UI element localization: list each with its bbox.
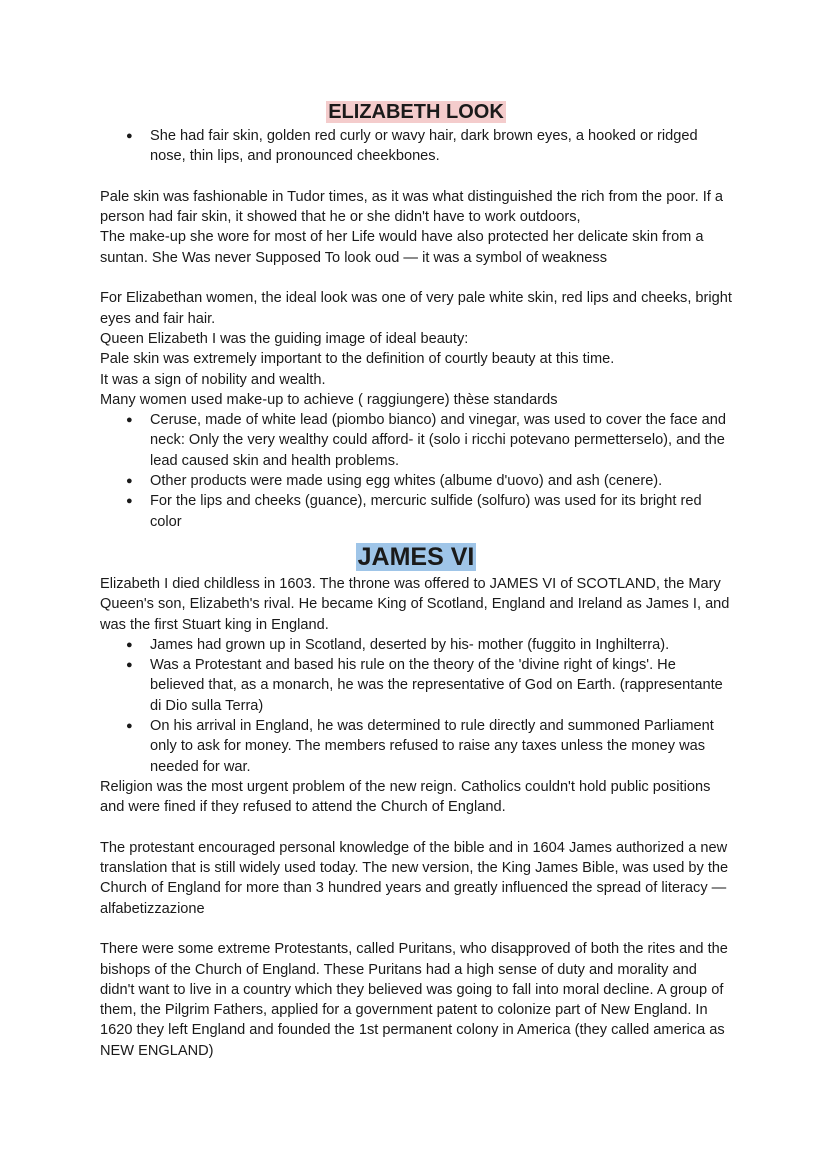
- list-item: ● On his arrival in England, he was determined to rule directly and summoned Parliament only to ask for money. The members refused to raise any taxes unless the money was needed for war.: [150, 716, 732, 777]
- elizabeth-features-list: [100, 126, 732, 167]
- paragraph-james-intro: Elizabeth I died childless in 1603. The throne was offered to JAMES VI of SCOTLAND, the Mary Queen's son, Elizabeth's rival. He became King of Scotland, England and Ireland as James I, and was the first Stuart king in England.: [100, 575, 730, 633]
- heading-james-highlight: JAMES VI: [357, 542, 475, 571]
- document-content: [100, 98, 732, 1061]
- heading-elizabeth-look: [100, 98, 732, 126]
- spacer: [100, 818, 732, 838]
- spacer: [100, 268, 732, 288]
- paragraph-puritans: There were some extreme Protestants, called Puritans, who disapproved of both the rites and the bishops of the Church of England. These Puritans had a high sense of duty and morality and didn't want to live in a country which they believed was going to fall into moral decline. A group of them, the Pilgrim Fathers, applied for a government patent to colonize part of New England. In 1620 they left England and founded the 1st permanent colony in America (they called america as NEW ENGLAND): [100, 941, 728, 1059]
- paragraph-religion: Religion was the most urgent problem of the new reign. Catholics couldn't hold public positions and were fined if they refused to attend the Church of England.: [100, 778, 711, 816]
- list-item: ● James had grown up in Scotland, deserted by his- mother (fuggito in Inghilterra).: [150, 635, 732, 655]
- list-item: ● She had fair skin, golden red curly or wavy hair, dark brown eyes, a hooked or ridged nose, thin lips, and pronounced cheekbones.: [150, 126, 732, 167]
- paragraph-pale-skin-2: The make-up she wore for most of her Life would have also protected her delicate skin from a suntan. She Was never Supposed To look oud — it was a symbol of weakness: [100, 229, 704, 266]
- paragraph-make-up: Many women used make-up to achieve ( raggiungere) thèse standards: [100, 391, 558, 408]
- spacer: [100, 167, 732, 187]
- list-item: ● Ceruse, made of white lead (piombo bianco) and vinegar, was used to cover the face and neck: Only the very wealthy could afford- it (solo i ricchi potevano permetterselo), and the lead caused skin and health problems.: [150, 410, 732, 471]
- heading-elizabeth-highlight: ELIZABETH LOOK: [328, 101, 504, 123]
- list-item: ● For the lips and cheeks (guance), mercuric sulfide (solfuro) was used for its bright red color: [150, 491, 732, 532]
- heading-james-vi: [100, 540, 732, 574]
- james-list: [100, 635, 732, 777]
- make-up-list: [100, 410, 732, 532]
- paragraph-pale-skin-1: Pale skin was fashionable in Tudor times, as it was what distinguished the rich from the poor. If a person had fair skin, it showed that he or she didn't have to work outdoors,: [100, 188, 723, 226]
- spacer: [100, 919, 732, 939]
- paragraph-nobility: It was a sign of nobility and wealth.: [100, 371, 326, 388]
- paragraph-king-james-bible: The protestant encouraged personal knowledge of the bible and in 1604 James authorized a new translation that is still widely used today. The new version, the King James Bible, was used by the Church of England for more than 3 hundred years and greatly influenced the spread of literacy — alfabetizzazione: [100, 839, 729, 917]
- list-item: ● Other products were made using egg whites (albume d'uovo) and ash (cenere).: [150, 471, 732, 491]
- list-item: ● Was a Protestant and based his rule on the theory of the 'divine right of kings'. He believed that, as a monarch, he was the representative of God on Earth. (rappresentante di Dio sulla Terra): [150, 655, 732, 716]
- paragraph-guiding-image: Queen Elizabeth I was the guiding image of ideal beauty:: [100, 330, 469, 347]
- paragraph-ideal-look: For Elizabethan women, the ideal look was one of very pale white skin, red lips and cheeks, bright eyes and fair hair.: [100, 290, 732, 327]
- paragraph-courtly-beauty: Pale skin was extremely important to the definition of courtly beauty at this time.: [100, 351, 615, 368]
